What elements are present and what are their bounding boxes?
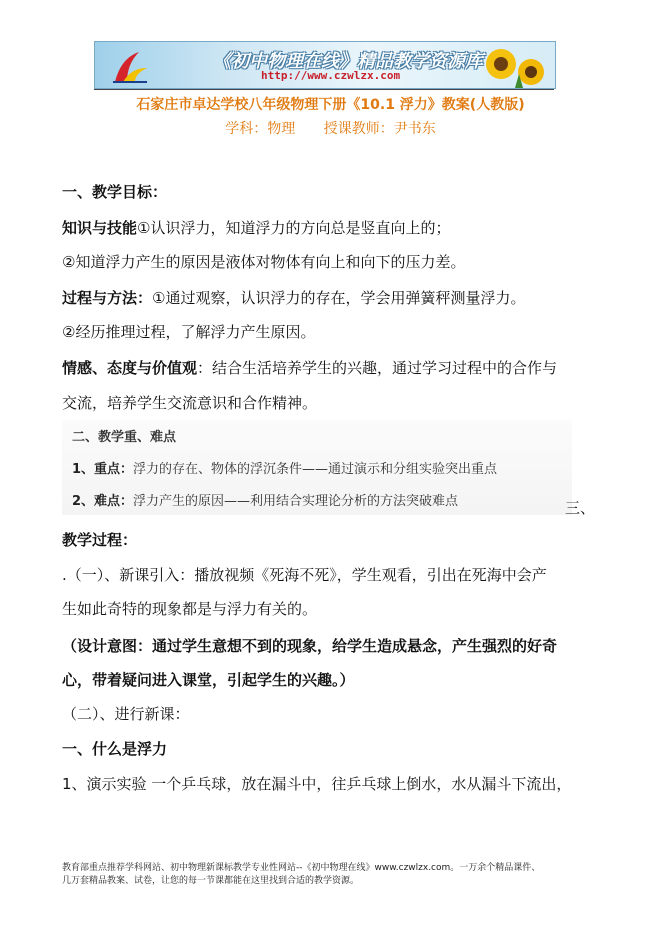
- footer-line-2: 几万套精品教案、试卷，让您的每一节课都能在这里找到合适的教学资源。: [62, 876, 360, 886]
- intro-line-2: 生如此奇特的现象都是与浮力有关的。: [62, 600, 318, 618]
- header-banner: [94, 41, 556, 89]
- banner-url[interactable]: http://www.czwlzx.com: [261, 69, 401, 82]
- section-three-number: 三、: [565, 499, 596, 517]
- knowledge-line-2: ②知道浮力产生的原因是液体对物体有向上和向下的压力差。: [62, 253, 466, 271]
- emotion-line: [62, 358, 602, 378]
- banner-title: 《初中物理在线》精品教学资源库: [213, 51, 483, 72]
- section-objectives-heading: 一、教学目标：: [62, 183, 168, 201]
- scanned-keypoints-block: [62, 420, 572, 515]
- intro-line-1: .（一）、新课引入：播放视频《死海不死》，学生观看，引出在死海中会产: [62, 566, 547, 584]
- emotion-text: ：结合生活培养学生的兴趣，通过学习过程中的合作与: [197, 359, 558, 377]
- page-title: 石家庄市卓达学校八年级物理下册《10.1 浮力》教案(人教版): [136, 97, 525, 113]
- what-is-buoyancy-heading: 一、什么是浮力: [62, 740, 168, 758]
- process-line-2: ②经历推理过程，了解浮力产生原因。: [62, 323, 316, 341]
- subject-label: 学科：物理: [225, 121, 296, 137]
- footer-line-1: 教育部重点推荐学科网站、初中物理新课标教学专业性网站--《初中物理在线》www.czwlzx.com。一万余个精品课件、: [62, 863, 541, 873]
- emotion-label: 情感、态度与价值观: [62, 359, 198, 377]
- teaching-process-heading: 教学过程：: [62, 531, 138, 549]
- demo-line: 1、演示实验 一个乒乓球，放在漏斗中，往乒乓球上倒水，水从漏斗下流出，: [62, 775, 572, 793]
- design-line-1: （设计意图：通过学生意想不到的现象，给学生造成悬念，产生强烈的好奇: [62, 637, 558, 655]
- knowledge-label: 知识与技能: [62, 219, 138, 237]
- process-line: [62, 288, 602, 308]
- focus-label: 1、重点：: [72, 462, 134, 477]
- sunflower-icon: [479, 44, 549, 88]
- new-lesson-line: （二）、进行新课：: [62, 705, 190, 723]
- knowledge-text: ①认识浮力，知道浮力的方向总是竖直向上的；: [137, 219, 451, 237]
- page-subtitle: [0, 118, 661, 138]
- keypoints-heading: 二、教学重、难点: [72, 430, 177, 445]
- teacher-label: 授课教师：尹书东: [323, 121, 436, 137]
- emotion-line-2: 交流，培养学生交流意识和合作精神。: [62, 394, 318, 412]
- header-rule: [94, 89, 554, 90]
- process-label: 过程与方法：: [62, 289, 153, 307]
- page-footer: [62, 862, 607, 888]
- keypoint-difficulty: [72, 490, 458, 509]
- knowledge-line: [62, 218, 602, 238]
- difficulty-label: 2、难点：: [72, 494, 134, 509]
- focus-text: 浮力的存在、物体的浮沉条件——通过演示和分组实验突出重点: [133, 462, 498, 477]
- process-text: ①通过观察，认识浮力的存在，学会用弹簧秤测量浮力。: [152, 289, 526, 307]
- keypoint-focus: [72, 458, 497, 477]
- logo-icon: [109, 48, 149, 84]
- difficulty-text: 浮力产生的原因——利用结合实理论分析的方法突破难点: [133, 494, 459, 509]
- design-line-2: 心，带着疑问进入课堂，引起学生的兴趣。）: [62, 671, 355, 689]
